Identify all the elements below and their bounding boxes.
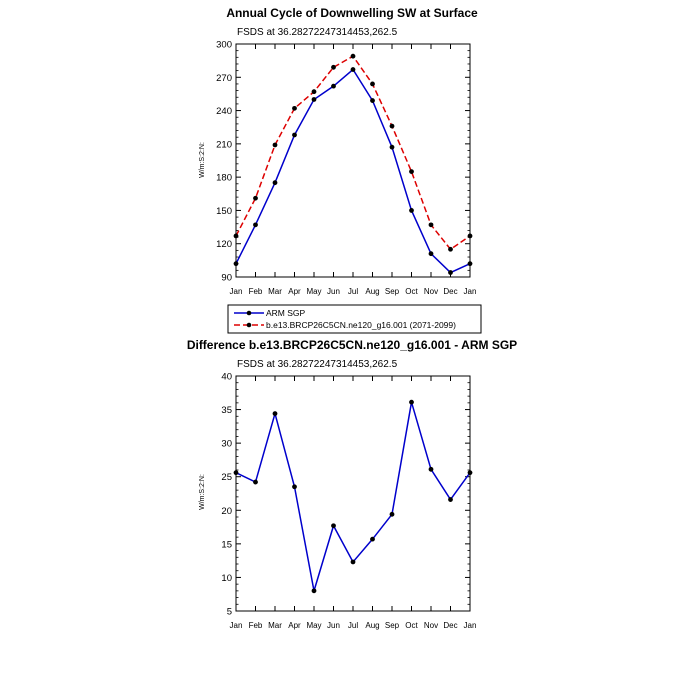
top-series-1-point <box>253 196 258 201</box>
top-plot-frame <box>236 44 470 277</box>
top-xtick-label: Apr <box>288 287 301 296</box>
top-series-1-point <box>292 106 297 111</box>
bottom-ytick-label: 25 <box>221 472 232 484</box>
top-series-1-point <box>312 89 317 94</box>
bottom-series-0-point <box>390 512 395 517</box>
top-ytick-label: 150 <box>216 205 232 217</box>
top-series-line-0 <box>236 70 470 273</box>
bottom-xtick-label: Aug <box>365 621 380 630</box>
top-chart-plot <box>216 40 476 297</box>
legend-marker-model <box>247 323 252 328</box>
top-ytick-label: 300 <box>216 39 232 51</box>
top-ytick-label: 180 <box>216 172 232 184</box>
bottom-series-0-point <box>448 497 453 502</box>
top-series-1-point <box>429 222 434 227</box>
top-series-0-point <box>370 98 375 103</box>
top-ytick-label: 270 <box>216 72 232 84</box>
top-series-0-point <box>292 133 297 138</box>
top-xtick-label: Mar <box>268 287 282 296</box>
top-ytick-label: 240 <box>216 106 232 118</box>
top-series-1-point <box>390 124 395 129</box>
top-series-1-point <box>448 247 453 252</box>
bottom-series-0-point <box>370 537 375 542</box>
bottom-series-0-point <box>351 560 356 565</box>
bottom-series-0-point <box>253 480 258 485</box>
bottom-xtick-label: Nov <box>423 621 439 630</box>
top-series-1-point <box>351 54 356 59</box>
top-xtick-label: Dec <box>443 287 458 296</box>
top-chart-ylabel: W/m:S:2:N: <box>199 142 206 178</box>
bottom-xtick-label: Mar <box>268 621 282 630</box>
top-series-0-point <box>409 208 414 213</box>
legend-marker-arm-sgp <box>247 311 252 316</box>
bottom-xtick-label: Jan <box>229 621 243 630</box>
bottom-xtick-label: Dec <box>443 621 458 630</box>
bottom-xtick-label: Sep <box>384 621 400 630</box>
top-xtick-label: Jun <box>327 287 340 296</box>
top-xtick-label: Jan <box>229 287 243 296</box>
legend-label-arm-sgp: ARM SGP <box>266 308 306 318</box>
bottom-xtick-label: Apr <box>288 621 301 630</box>
bottom-series-0-point <box>312 588 317 593</box>
top-ytick-label: 120 <box>216 239 232 251</box>
top-xtick-label: Jul <box>347 287 359 296</box>
bottom-plot-frame <box>236 376 470 611</box>
bottom-ytick-label: 10 <box>221 572 232 584</box>
top-xtick-label: Feb <box>248 287 263 296</box>
bottom-xtick-label: Jul <box>347 621 359 630</box>
top-ytick-label: 210 <box>216 139 232 151</box>
bottom-ytick-label: 40 <box>221 371 232 383</box>
bottom-ytick-label: 15 <box>221 539 232 551</box>
top-series-0-point <box>273 180 278 185</box>
top-xtick-label: May <box>306 287 322 296</box>
bottom-series-0-point <box>331 523 336 528</box>
top-chart-subtitle: FSDS at 36.28272247314453,262.5 <box>237 27 398 38</box>
top-series-0-point <box>253 222 258 227</box>
top-series-1-point <box>370 82 375 87</box>
bottom-xtick-label: Feb <box>248 621 263 630</box>
bottom-xtick-label: Jun <box>327 621 340 630</box>
top-series-0-point <box>312 97 317 102</box>
top-series-0-point <box>390 145 395 150</box>
top-series-0-point <box>331 84 336 89</box>
bottom-ytick-label: 20 <box>221 505 232 517</box>
top-ytick-label: 90 <box>221 272 232 284</box>
top-series-line-1 <box>236 56 470 249</box>
bottom-chart-subtitle: FSDS at 36.28272247314453,262.5 <box>237 359 398 370</box>
bottom-series-0-point <box>429 467 434 472</box>
top-xtick-label: Nov <box>423 287 439 296</box>
bottom-xtick-label: Oct <box>405 621 418 630</box>
bottom-series-0-point <box>292 484 297 489</box>
top-xtick-label: Aug <box>365 287 380 296</box>
bottom-ytick-label: 30 <box>221 438 232 450</box>
bottom-series-0-point <box>273 411 278 416</box>
legend <box>228 305 481 333</box>
bottom-ytick-label: 35 <box>221 405 232 417</box>
bottom-chart-ylabel: W/m:S:2:N: <box>199 474 206 510</box>
bottom-chart-title: Difference b.e13.BRCP26C5CN.ne120_g16.001 - ARM SGP <box>186 338 518 352</box>
top-xtick-label: Sep <box>384 287 400 296</box>
bottom-chart-plot <box>221 372 476 631</box>
top-xtick-label: Jan <box>463 287 477 296</box>
bottom-xtick-label: May <box>306 621 322 630</box>
top-xtick-label: Oct <box>405 287 418 296</box>
bottom-xtick-label: Jan <box>463 621 477 630</box>
bottom-ytick-label: 5 <box>226 606 232 618</box>
top-series-0-point <box>429 251 434 256</box>
legend-label-model: b.e13.BRCP26C5CN.ne120_g16.001 (2071-2099) <box>266 320 456 330</box>
top-series-1-point <box>331 65 336 70</box>
top-series-0-point <box>448 270 453 275</box>
bottom-series-0-point <box>409 400 414 405</box>
top-series-1-point <box>409 169 414 174</box>
top-chart-title: Annual Cycle of Downwelling SW at Surface <box>226 6 478 20</box>
top-series-0-point <box>351 67 356 72</box>
top-series-1-point <box>273 143 278 148</box>
